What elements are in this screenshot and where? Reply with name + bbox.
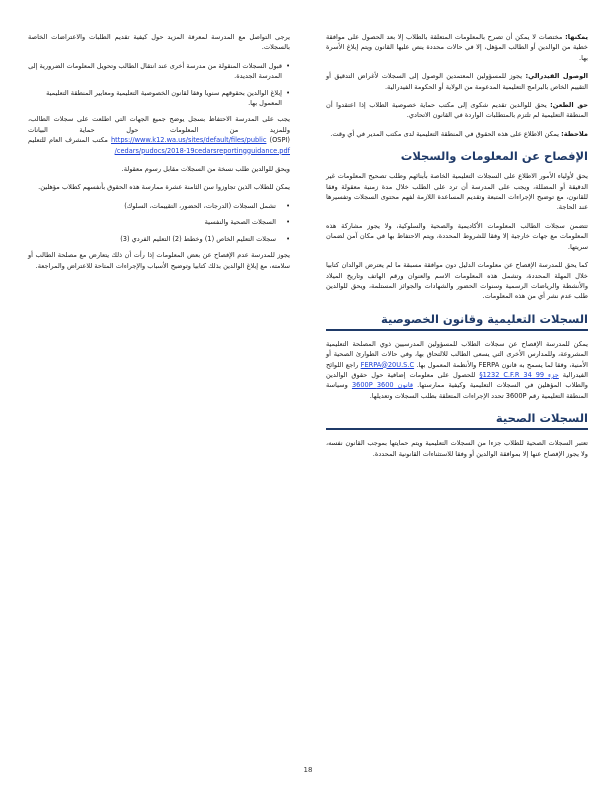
list-item: • سجلات التعليم الخاص (1) وخطط (2) التعليم الفردي (3) [28, 234, 290, 244]
list-item: • السجلات الصحية والنفسية [28, 217, 290, 227]
paragraph: ويحق للوالدين طلب نسخة من السجلات مقابل رسوم معقولة. [121, 165, 290, 174]
term-label: ملاحظة: [561, 129, 588, 138]
paragraph: يجوز للمدرسة عدم الإفصاح عن بعض المعلومات إذا رأت أن ذلك يتعارض مع مصلحة الطالب أو سلامته، مع إبلاغ الوالدين بذلك كتابيا وتوضيح الأسباب والإجراءات المتاحة للاعتراض والمراجعة. [28, 251, 290, 270]
left-column [28, 32, 290, 279]
url-link[interactable]: https://www.k12.wa.us/sites/default/files/public [110, 136, 267, 145]
page-number: 18 [303, 766, 313, 774]
paragraph: الوصول الفيدرالي: يجوز للمسؤولين المعتمدين الوصول إلى السجلات لأغراض التدقيق أو التقييم الخاص بالبرامج التعليمية المدعومة من الولاية أو الحكومة الفيدرالية. [326, 72, 588, 91]
paragraph: يحق لأولياء الأمور الاطلاع على السجلات التعليمية الخاصة بأبنائهم وطلب تصحيح المعلومات غير الدقيقة أو المضللة، ويجب على المدرسة أن ترد على الطلب خلال مدة زمنية معقولة وفقا للقانون، مع توضيح الإجراءات المتبعة وتقديم المساعدة اللازمة لفهم محتوى السجلات وتفسيرها عند الحاجة. [326, 172, 588, 212]
paragraph: ملاحظة: يمكن الاطلاع على هذه الحقوق في المنطقة التعليمية لدى مكتب المدير في أي وقت. [330, 129, 588, 138]
term-label: الوصول الفيدرالي: [525, 72, 588, 81]
reference-link[interactable]: 3600P قانون 3600 [351, 381, 414, 390]
term-label: حق الطعن: [550, 101, 588, 110]
paragraph: تعتبر السجلات الصحية للطلاب جزءا من السجلات التعليمية ويتم حمايتها بموجب القانون نفسه، ولا يجوز الإفصاح عنها إلا بموافقة الوالدين أو وفقا للاستثناءات القانونية المحددة. [326, 439, 588, 458]
paragraph: حق الطعن: يحق للوالدين تقديم شكوى إلى مكتب حماية خصوصية الطلاب إذا اعتقدوا أن المنطقة التعليمية لم تلتزم بالمتطلبات الواردة في القانون الاتحادي. [326, 101, 588, 120]
section-heading: السجلات التعليمية وقانون الخصوصية [326, 312, 588, 331]
list-item: • قبول السجلات المنقولة من مدرسة أخرى عند انتقال الطالب وتحويل المعلومات الضرورية إلى المدرسة الجديدة. [28, 61, 290, 82]
paragraph: يمكنها: مختصات لا يمكن أن تصرح بالمعلومات المتعلقة بالطلاب إلا بعد الحصول على موافقة خطية من الوالدين أو الطالب المؤهل، إلا في حالات محددة ينص عليها القانون ويتم إبلاغ الأسرة بها. [326, 33, 588, 62]
url-link[interactable]: /cedars/pudocs/2018-19cedarsreportingguidance.pdf [114, 146, 290, 155]
paragraph: يجب على المدرسة الاحتفاظ بسجل يوضح جميع الجهات التي اطلعت على سجلات الطالب، وللمزيد من المعلومات حول حماية البيانات https://www.k12.wa.us/sites/default/files/public (OSPI) مكتب المشرف العام للتعليم /cedars/pudocs/2018-19cedarsreportingguidance.pdf [28, 115, 290, 155]
paragraph: كما يحق للمدرسة الإفصاح عن معلومات الدليل دون موافقة مسبقة ما لم يعترض الوالدان كتابيا خلال المهلة المحددة، وتشمل هذه المعلومات الاسم والعنوان ورقم الهاتف وتاريخ الميلاد والأنشطة والرياضات الرسمية وسنوات الحضور والشهادات والجوائز المستلمة، ويحق للوالدين طلب عدم نشر أي من هذه المعلومات. [326, 261, 588, 301]
list-item: • تشمل السجلات (الدرجات، الحضور، التقييمات، السلوك) [28, 201, 290, 211]
paragraph: يمكن للطلاب الذين تجاوزوا سن الثامنة عشرة ممارسة هذه الحقوق بأنفسهم كطلاب مؤهلين. [38, 183, 290, 192]
paragraph: يمكن للمدرسة الإفصاح عن سجلات الطلاب للمسؤولين المدرسيين ذوي المصلحة التعليمية المشروعة، وللمدارس الأخرى التي يسعى الطالب للالتحاق بها، وفي حالات الطوارئ الصحية أو الأمنية، وفقا لما يسمح به قانون FERPA والأنظمة المعمول بها. FERPA@20U.S.C راجع اللوائح الفيدرالية §1232 C.F.R 34 جزء 99 للحصول على معلومات إضافية حول حقوق الوالدين والطلاب المؤهلين في السجلات التعليمية وكيفية ممارستها. 3600P قانون 3600 وسياسة المنطقة التعليمية رقم 3600P تحدد الإجراءات المتعلقة بطلب السجلات وتعديلها. [326, 339, 588, 400]
term-label: يمكنها: [565, 33, 588, 41]
reference-link[interactable]: FERPA@20U.S.C [360, 360, 415, 369]
reference-link[interactable]: §1232 C.F.R 34 جزء 99 [479, 370, 559, 379]
section-heading: الإفصاح عن المعلومات والسجلات [400, 149, 588, 164]
paragraph: تتضمن سجلات الطالب المعلومات الأكاديمية والصحية والسلوكية، ولا يجوز مشاركة هذه المعلومات مع جهات خارجية إلا وفقا للشروط المحددة، ويتم الاحتفاظ بها في مكان آمن لضمان سريتها. [326, 221, 588, 251]
list-item: • إبلاغ الوالدين بحقوقهم سنويا وفقا لقانون الخصوصية التعليمية ومعايير المنطقة التعليمية المعمول بها. [28, 88, 290, 109]
right-column [326, 32, 588, 467]
section-heading: السجلات الصحية [326, 411, 588, 430]
paragraph: يرجى التواصل مع المدرسة لمعرفة المزيد حول كيفية تقديم الطلبات والاعتراضات الخاصة بالسجلات. [28, 33, 290, 52]
